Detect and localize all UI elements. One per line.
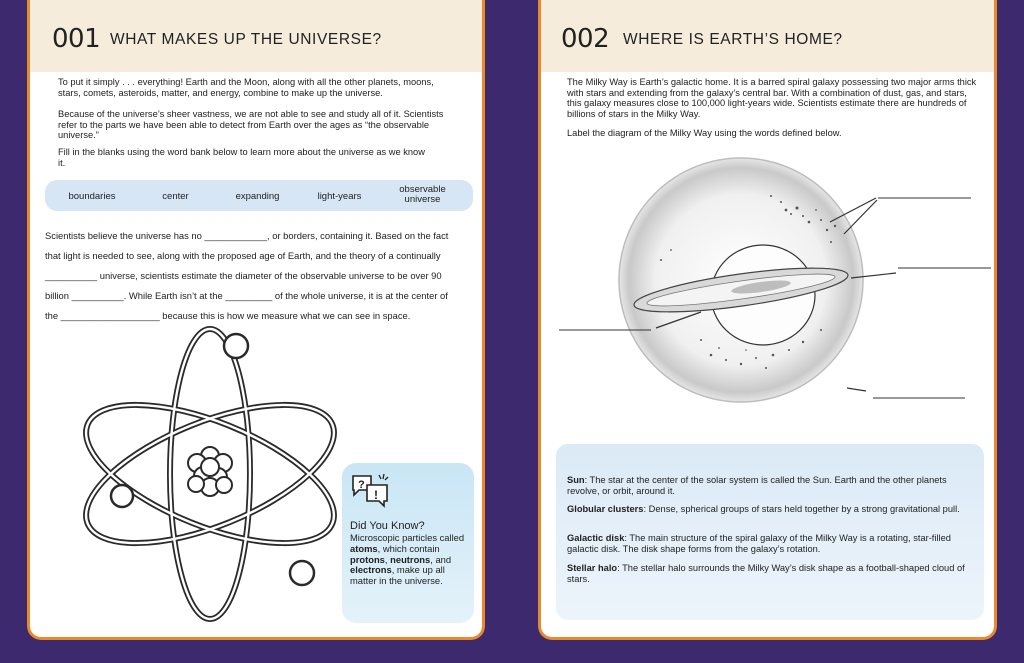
svg-text:?: ? <box>358 479 365 491</box>
definitions-box <box>556 444 984 620</box>
speech-bubbles-icon <box>351 472 391 510</box>
right-page <box>538 0 997 640</box>
page-header <box>541 0 994 72</box>
word-bank-item: center <box>162 191 189 202</box>
intro-paragraph-1: To put it simply . . . everything! Earth and the Moon, along with all the other planets, moons, stars, comets, asteroids, matter, and energy, combine to make up the universe. <box>58 77 434 98</box>
intro-paragraph-3: Fill in the blanks using the word bank below to learn more about the universe as we know it. <box>58 147 425 168</box>
activity-number: 001 <box>52 24 101 54</box>
page-header <box>30 0 482 72</box>
milky-way-diagram <box>541 150 997 420</box>
word-bank-item: observable universe <box>399 184 446 205</box>
intro-paragraph-2: Because of the universe’s sheer vastness, we are not able to see and study all of it. Scientists refer to the parts we have been able to detect from Earth over the ages as “the observable universe.” <box>58 109 444 141</box>
svg-text:!: ! <box>374 488 378 502</box>
intro-paragraph-2: Label the diagram of the Milky Way using the words defined below. <box>567 128 842 138</box>
page-title: WHAT MAKES UP THE UNIVERSE? <box>110 31 382 48</box>
definition-galactic-disk: Galactic disk: The main structure of the spiral galaxy of the Milky Way is a rotating, star-filled galactic disk. The disk shape forms from the galaxy’s rotation. <box>567 533 951 554</box>
left-page <box>27 0 485 640</box>
atom-illustration <box>60 320 360 625</box>
activity-number: 002 <box>561 24 610 54</box>
fill-in-the-blank-text: Scientists believe the universe has no ____________, or borders, containing it. Based on the fact that light is needed to see, along with the proposed age of Earth, and the theory of a continually __________ universe, scientists estimate the diameter of the observable universe to be over 90 billion __________. While Earth isn’t at the _________ of the whole universe, it is at the center of the ___________________ because this is how we measure what we can see in space. <box>45 230 449 321</box>
definition-sun: Sun: The star at the center of the solar system is called the Sun. Earth and the other planets revolve, or orbit, around it. <box>567 475 947 496</box>
did-you-know-title: Did You Know? <box>350 520 425 532</box>
intro-paragraph-1: The Milky Way is Earth’s galactic home. It is a barred spiral galaxy possessing two major arms thick with stars and extending from the galaxy’s central bar. With a combination of dust, gas, and stars, this galaxy measures close to 100,000 light-years wide. Scientists estimate there are hundreds of billions of stars in the Milky Way. <box>567 77 977 119</box>
did-you-know-text: Microscopic particles called atoms, which contain protons, neutrons, and electrons, make up all matter in the universe. <box>350 532 465 587</box>
definition-stellar-halo: Stellar halo: The stellar halo surrounds the Milky Way’s disk shape as a football-shaped cloud of stars. <box>567 563 965 584</box>
word-bank-item: light-years <box>317 191 362 202</box>
page-title: WHERE IS EARTH’S HOME? <box>623 31 843 48</box>
word-bank <box>45 180 473 211</box>
word-bank-item: boundaries <box>68 191 116 202</box>
did-you-know-box <box>342 463 474 623</box>
word-bank-item: expanding <box>235 191 280 202</box>
definition-globular-clusters: Globular clusters: Dense, spherical groups of stars held together by a strong gravitational pull. <box>567 504 960 514</box>
